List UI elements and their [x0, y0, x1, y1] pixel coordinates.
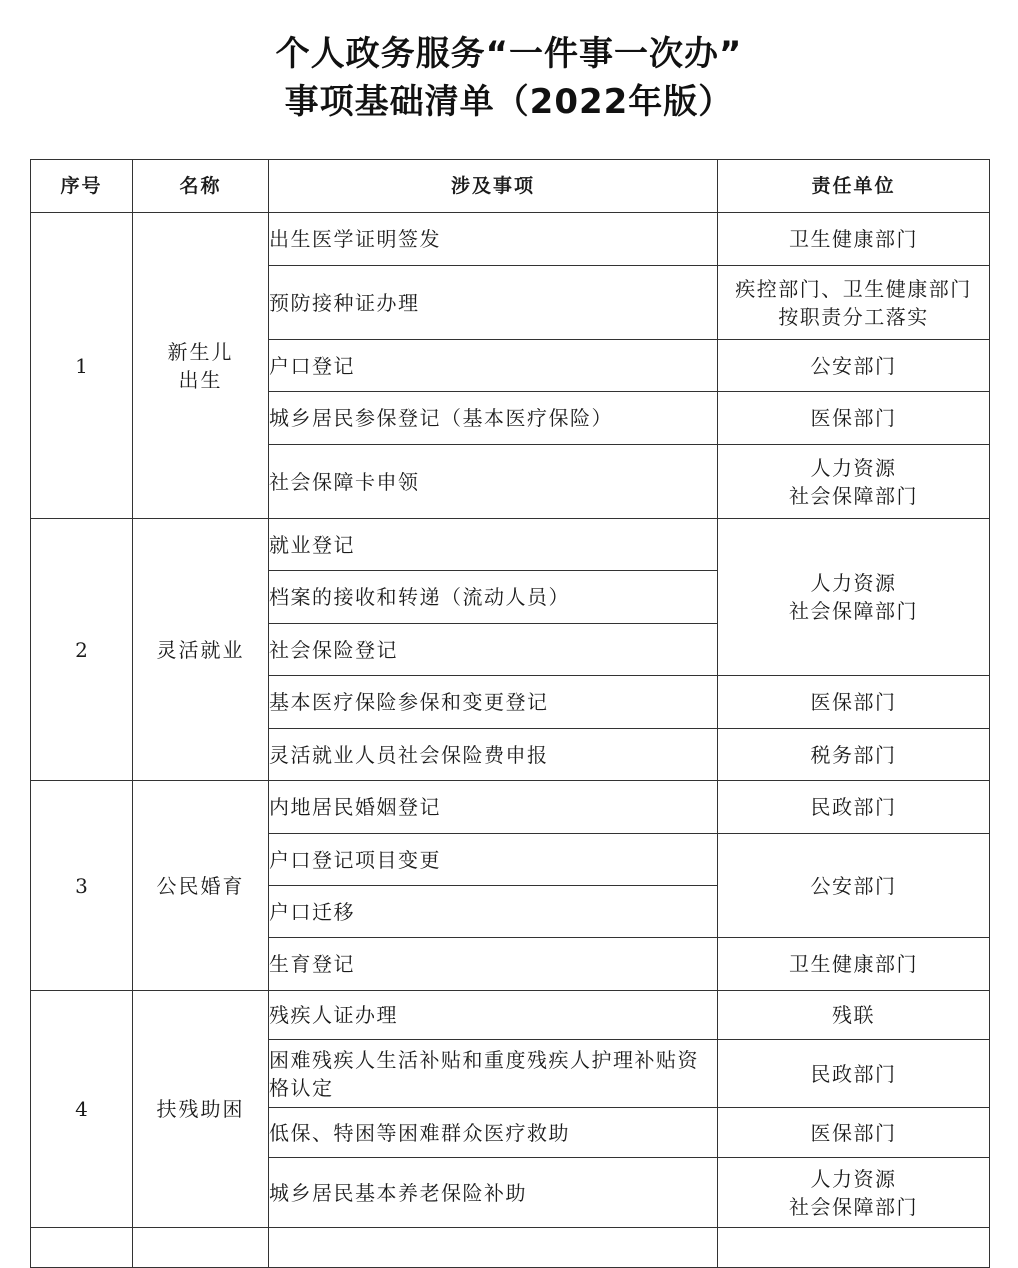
table-row: [31, 991, 990, 1040]
category-label: 公民婚育: [156, 873, 245, 898]
dept-label: 人力资源: [810, 571, 897, 595]
header-dept: 责任单位: [718, 160, 990, 213]
item-cell: 灵活就业人员社会保险费申报: [269, 729, 718, 781]
dept-label: 民政部门: [810, 795, 897, 819]
item-cell: 残疾人证办理: [269, 991, 718, 1040]
dept-label: 人力资源: [810, 1166, 897, 1191]
dept-cell: [718, 1040, 990, 1108]
seq-cell: 1: [31, 213, 133, 519]
table-row: [31, 1228, 990, 1268]
dept-label: 医保部门: [810, 1120, 897, 1145]
table-row: [31, 213, 990, 266]
dept-cell: [718, 938, 990, 991]
dept-label: 社会保障部门: [789, 483, 918, 508]
category-cell: [133, 991, 269, 1228]
dept-cell: [718, 676, 990, 729]
seq-cell: 3: [31, 781, 133, 991]
item-cell: 生育登记: [269, 938, 718, 991]
item-cell: 户口登记项目变更: [269, 834, 718, 886]
header-name: 名称: [133, 160, 269, 213]
category-label: 出生: [178, 367, 223, 392]
dept-label: 社会保障部门: [789, 1194, 918, 1219]
header-seq: 序号: [31, 160, 133, 213]
dept-cell: [718, 340, 990, 392]
dept-cell: [718, 392, 990, 445]
dept-label: 按职责分工落实: [778, 304, 929, 329]
category-cell: [133, 519, 269, 781]
dept-cell: [718, 266, 990, 340]
dept-cell: [718, 1228, 990, 1268]
item-cell: 社会保障卡申领: [269, 445, 718, 519]
dept-label: 公安部门: [810, 873, 897, 898]
document-title: [0, 30, 1018, 126]
dept-label: 税务部门: [810, 742, 897, 767]
item-cell: 社会保险登记: [269, 624, 718, 676]
item-cell: 城乡居民参保登记（基本医疗保险）: [269, 392, 718, 445]
category-cell: [133, 781, 269, 991]
category-label: 扶残助困: [156, 1097, 245, 1121]
item-cell: 就业登记: [269, 519, 718, 571]
dept-label: 医保部门: [810, 406, 897, 430]
dept-label: 人力资源: [810, 455, 897, 480]
seq-cell: 4: [31, 991, 133, 1228]
dept-cell: [718, 781, 990, 834]
dept-label: 公安部门: [810, 353, 897, 378]
matters-table: [30, 159, 990, 1268]
item-cell: 困难残疾人生活补贴和重度残疾人护理补贴资格认定: [269, 1040, 718, 1108]
item-cell: 档案的接收和转递（流动人员）: [269, 571, 718, 624]
title-line-2: 事项基础清单（2022年版）: [284, 82, 734, 122]
category-cell: [133, 213, 269, 519]
item-cell: 基本医疗保险参保和变更登记: [269, 676, 718, 729]
dept-cell: [718, 1158, 990, 1228]
dept-label: 卫生健康部门: [789, 952, 918, 976]
item-cell: [269, 1228, 718, 1268]
dept-label: 社会保障部门: [789, 599, 918, 623]
dept-label: 卫生健康部门: [789, 227, 918, 251]
item-cell: 预防接种证办理: [269, 266, 718, 340]
item-cell: 内地居民婚姻登记: [269, 781, 718, 834]
dept-cell: [718, 519, 990, 676]
item-cell: 户口迁移: [269, 886, 718, 938]
category-label: 新生儿: [167, 339, 234, 364]
item-cell: 户口登记: [269, 340, 718, 392]
dept-label: 疾控部门、卫生健康部门: [735, 276, 972, 301]
dept-cell: [718, 729, 990, 781]
title-line-1: 个人政务服务“一件事一次办”: [275, 34, 743, 74]
dept-cell: [718, 991, 990, 1040]
header-items: 涉及事项: [269, 160, 718, 213]
dept-label: 医保部门: [810, 690, 897, 714]
header-row: [31, 160, 990, 213]
table-row: [31, 781, 990, 834]
category-cell: [133, 1228, 269, 1268]
table-row: [31, 519, 990, 571]
category-label: 灵活就业: [156, 637, 245, 662]
seq-cell: [31, 1228, 133, 1268]
item-cell: 城乡居民基本养老保险补助: [269, 1158, 718, 1228]
seq-cell: 2: [31, 519, 133, 781]
dept-label: 民政部门: [810, 1061, 897, 1086]
dept-cell: [718, 834, 990, 938]
dept-label: 残联: [832, 1003, 875, 1027]
item-cell: 出生医学证明签发: [269, 213, 718, 266]
dept-cell: [718, 213, 990, 266]
dept-cell: [718, 445, 990, 519]
item-cell: 低保、特困等困难群众医疗救助: [269, 1108, 718, 1158]
dept-cell: [718, 1108, 990, 1158]
